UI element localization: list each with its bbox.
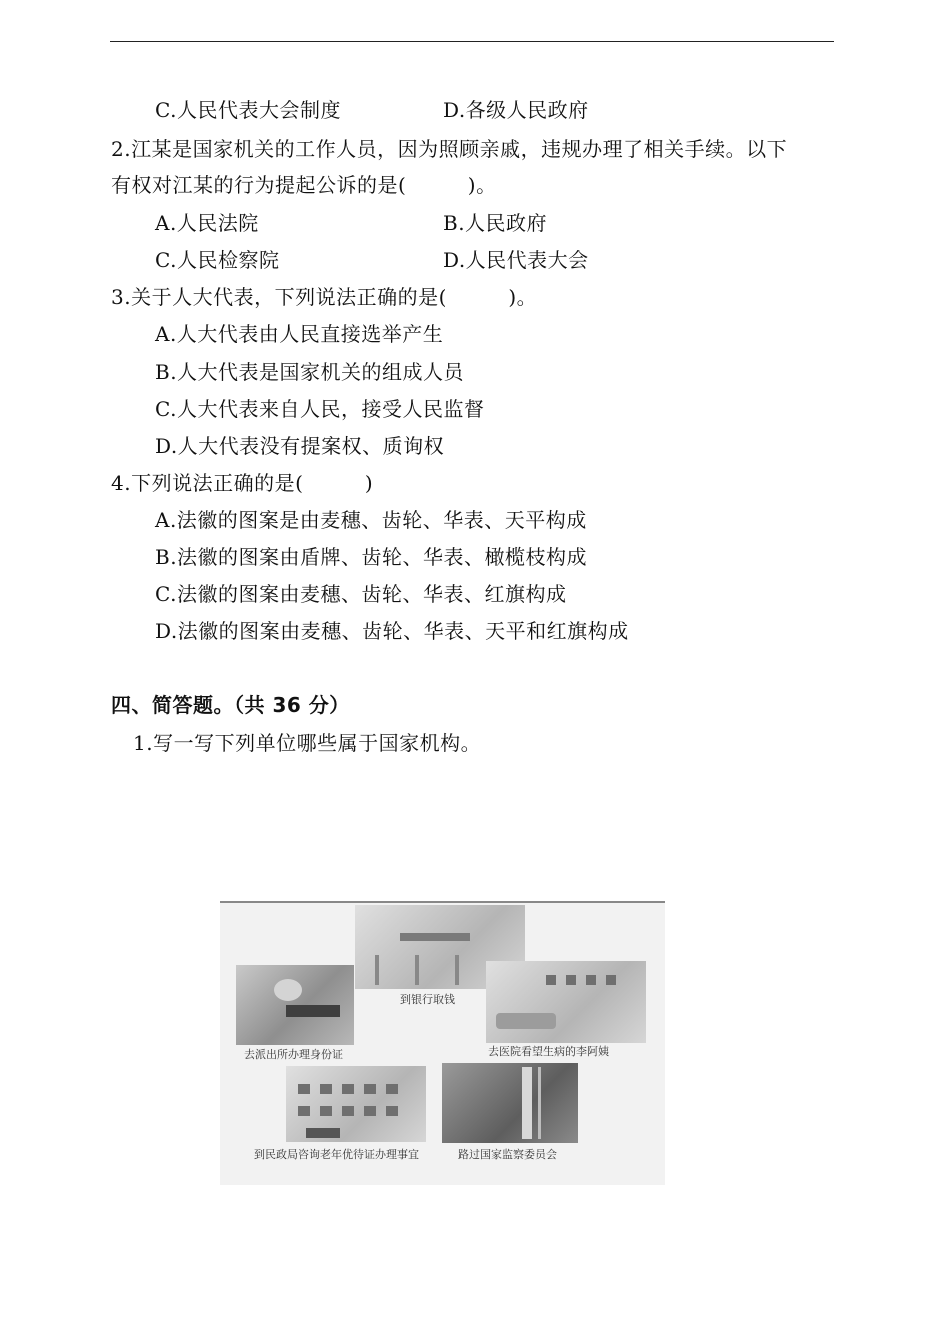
section4-q1: 1.写一写下列单位哪些属于国家机构。 [133,731,482,755]
section4-title: 四、简答题。（共 36 分） [111,693,350,717]
q3-option-b: B.人大代表是国家机关的组成人员 [155,360,465,384]
q4-option-c: C.法徽的图案由麦穗、齿轮、华表、红旗构成 [155,582,567,606]
caption-bank: 到银行取钱 [400,993,455,1006]
q3-option-d: D.人大代表没有提案权、质询权 [155,434,445,458]
q3-option-a: A.人大代表由人民直接选举产生 [155,322,444,346]
collage-top-border [220,901,665,903]
q2-option-d: D.人民代表大会 [443,248,589,272]
police-station-photo [236,965,354,1045]
hospital-photo [486,961,646,1043]
q4-option-b: B.法徽的图案由盾牌、齿轮、华表、橄榄枝构成 [155,545,588,569]
institutions-photo-collage [220,901,665,1185]
header-rule [110,41,834,42]
q2-option-c: C.人民检察院 [155,248,280,272]
caption-police: 去派出所办理身份证 [244,1048,343,1061]
caption-civil-affairs: 到民政局咨询老年优待证办理事宜 [254,1148,419,1161]
caption-supervision: 路过国家监察委员会 [458,1148,557,1161]
q2-option-a: A.人民法院 [155,211,259,235]
q1-option-c: C.人民代表大会制度 [155,98,341,122]
civil-affairs-bureau-photo [286,1066,426,1142]
q4-option-d: D.法徽的图案由麦穗、齿轮、华表、天平和红旗构成 [155,619,629,643]
supervision-commission-photo [442,1063,578,1143]
q2-stem-line2: 有权对江某的行为提起公诉的是( )。 [111,173,497,197]
q3-stem: 3.关于人大代表，下列说法正确的是( )。 [111,285,538,309]
q1-option-d: D.各级人民政府 [443,98,589,122]
q2-stem-line1: 2.江某是国家机关的工作人员，因为照顾亲戚，违规办理了相关手续。以下 [111,137,788,161]
caption-hospital: 去医院看望生病的李阿姨 [488,1045,609,1058]
q3-option-c: C.人大代表来自人民，接受人民监督 [155,397,485,421]
q2-option-b: B.人民政府 [443,211,548,235]
q4-option-a: A.法徽的图案是由麦穗、齿轮、华表、天平构成 [155,508,587,532]
q4-stem: 4.下列说法正确的是( ) [111,471,374,495]
